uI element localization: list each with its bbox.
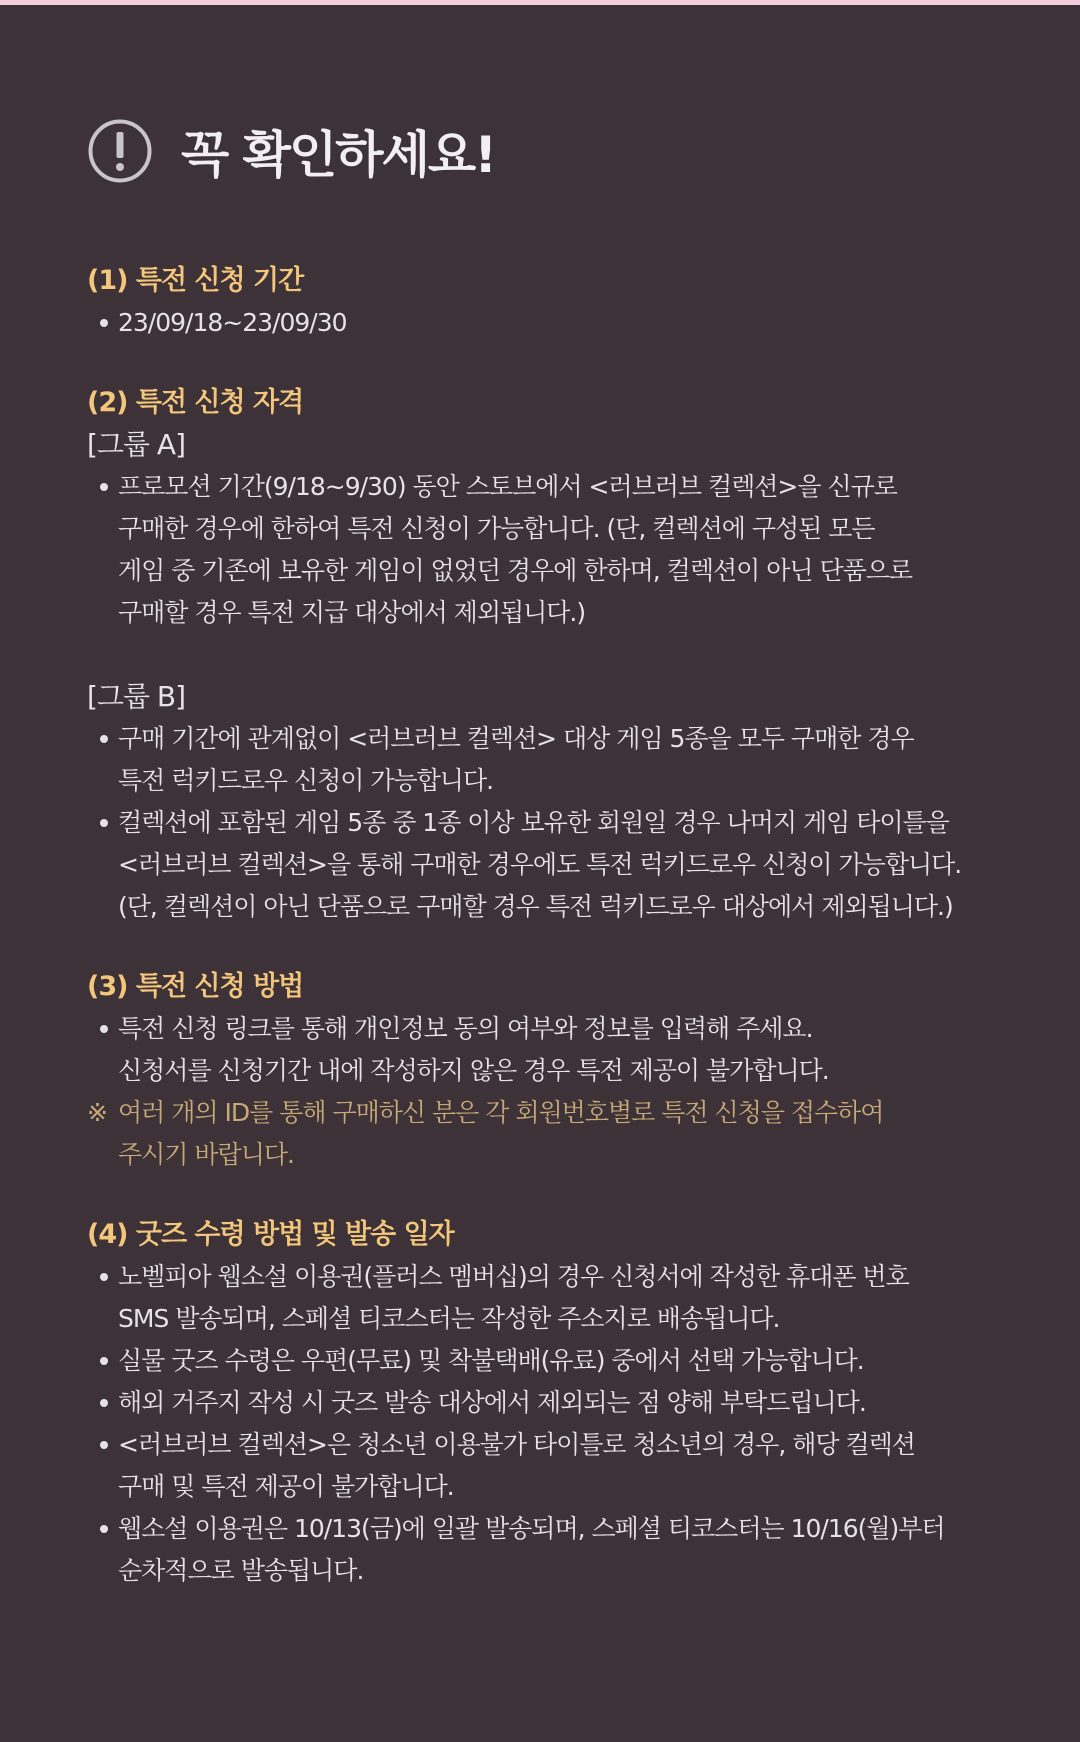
list-item-text: 노벨피아 웹소설 이용권(플러스 멤버십)의 경우 신청서에 작성한 휴대폰 번호 <box>118 1262 909 1291</box>
list-item <box>87 718 1017 802</box>
top-accent-strip <box>0 0 1080 5</box>
list-item-text: 프로모션 기간(9/18~9/30) 동안 스토브에서 <러브러브 컬렉션>을 신규로 <box>118 472 897 501</box>
list-item-text: <러브러브 컬렉션>은 청소년 이용불가 타이틀로 청소년의 경우, 해당 컬렉션 <box>118 1430 915 1459</box>
list-item-text: 순차적으로 발송됩니다. <box>118 1556 364 1585</box>
notice-note <box>87 1092 1017 1176</box>
list-item-text: 신청서를 신청기간 내에 작성하지 않은 경우 특전 제공이 불가합니다. <box>118 1056 829 1085</box>
section-title: (3) 특전 신청 방법 <box>87 971 304 1002</box>
list-item-text: 해외 거주지 작성 시 굿즈 발송 대상에서 제외되는 점 양해 부탁드립니다. <box>118 1388 866 1417</box>
section-method <box>87 966 1017 1176</box>
note-text: 여러 개의 ID를 통해 구매하신 분은 각 회원번호별로 특전 신청을 접수하여 <box>118 1098 884 1127</box>
section-period <box>87 260 1017 344</box>
list-item-text: 23/09/18~23/09/30 <box>118 308 347 337</box>
section-title: (1) 특전 신청 기간 <box>87 265 304 296</box>
reference-mark-icon: ※ <box>87 1098 108 1127</box>
list-item <box>87 1424 1017 1508</box>
bullet-list <box>87 718 1017 928</box>
page-title: 꼭 확인하세요! <box>181 126 496 184</box>
note-text: 주시기 바랍니다. <box>118 1140 294 1169</box>
bullet-list <box>87 302 1017 344</box>
group-b-label: [그룹 B] <box>87 680 186 713</box>
list-item <box>87 802 1017 928</box>
list-item <box>87 1008 1017 1092</box>
list-item-text: 특전 럭키드로우 신청이 가능합니다. <box>118 766 494 795</box>
notice-header <box>87 110 1017 192</box>
list-item-text: 컬렉션에 포함된 게임 5종 중 1종 이상 보유한 회원일 경우 나머지 게임 타이틀을 <box>118 808 949 837</box>
list-item-text: (단, 컬렉션이 아닌 단품으로 구매할 경우 특전 럭키드로우 대상에서 제외됩니다.) <box>118 892 953 921</box>
list-item <box>87 1382 1017 1424</box>
list-item-text: 구매할 경우 특전 지급 대상에서 제외됩니다.) <box>118 598 586 627</box>
list-item-text: 구매한 경우에 한하여 특전 신청이 가능합니다. (단, 컬렉션에 구성된 모든 <box>118 514 875 543</box>
bullet-list <box>87 1008 1017 1092</box>
list-item <box>87 466 1017 634</box>
list-item-text: 웹소설 이용권은 10/13(금)에 일괄 발송되며, 스페셜 티코스터는 10/16(월)부터 <box>118 1514 945 1543</box>
list-item-text: 구매 기간에 관계없이 <러브러브 컬렉션> 대상 게임 5종을 모두 구매한 경우 <box>118 724 914 753</box>
bullet-list <box>87 466 1017 634</box>
list-item <box>87 1508 1017 1592</box>
exclamation-circle-icon <box>87 118 153 184</box>
section-goods-delivery <box>87 1214 1017 1592</box>
list-item-text: 특전 신청 링크를 통해 개인정보 동의 여부와 정보를 입력해 주세요. <box>118 1014 813 1043</box>
list-item-text: <러브러브 컬렉션>을 통해 구매한 경우에도 특전 럭키드로우 신청이 가능합니다. <box>118 850 962 879</box>
list-item-text: 구매 및 특전 제공이 불가합니다. <box>118 1472 454 1501</box>
list-item-text: SMS 발송되며, 스페셜 티코스터는 작성한 주소지로 배송됩니다. <box>118 1304 780 1333</box>
section-title: (2) 특전 신청 자격 <box>87 387 304 418</box>
list-item-text: 게임 중 기존에 보유한 게임이 없었던 경우에 한하며, 컬렉션이 아닌 단품으로 <box>118 556 913 585</box>
list-item <box>87 1340 1017 1382</box>
list-item-text: 실물 굿즈 수령은 우편(무료) 및 착불택배(유료) 중에서 선택 가능합니다. <box>118 1346 864 1375</box>
section-title: (4) 굿즈 수령 방법 및 발송 일자 <box>87 1219 454 1250</box>
bullet-list <box>87 1256 1017 1592</box>
section-eligibility <box>87 382 1017 928</box>
list-item <box>87 1256 1017 1340</box>
group-a-label: [그룹 A] <box>87 428 185 461</box>
spacer <box>87 634 1017 676</box>
notice-panel <box>87 110 1017 1630</box>
list-item <box>87 302 1017 344</box>
